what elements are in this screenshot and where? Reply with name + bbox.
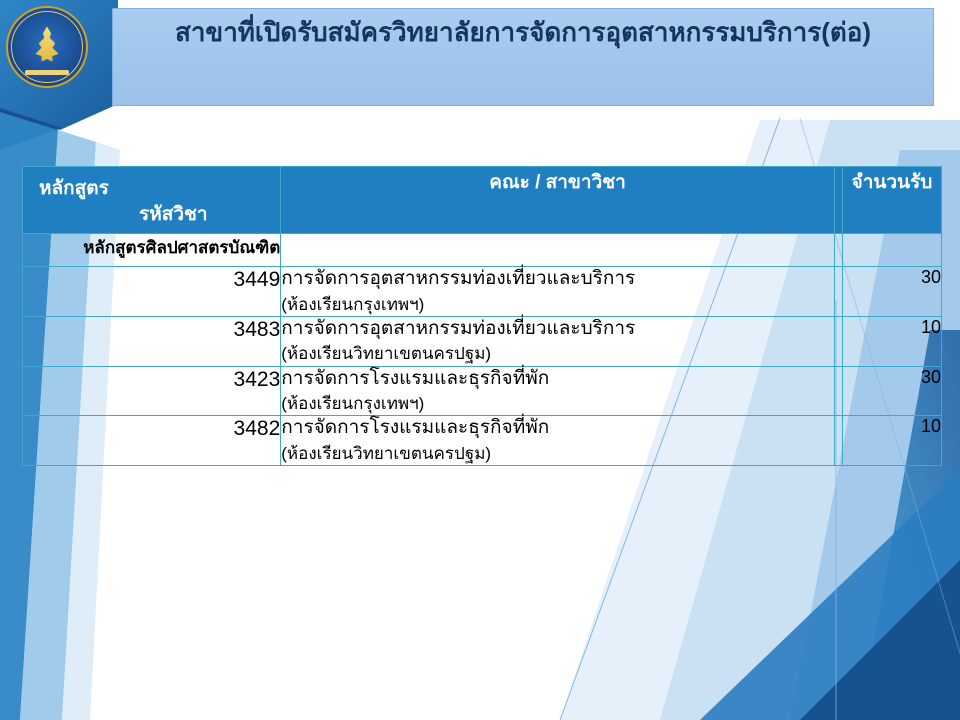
row-spacer — [834, 316, 842, 366]
row-quota: 10 — [842, 416, 941, 466]
table-header-row — [23, 167, 942, 234]
program-table — [22, 166, 942, 466]
row-quota: 30 — [842, 366, 941, 416]
section-empty-faculty — [281, 234, 835, 267]
table-header — [23, 167, 942, 234]
table-row — [23, 366, 942, 416]
section-label-degree: หลักสูตรศิลปศาสตรบัณฑิต — [23, 234, 281, 267]
row-name-main: การจัดการโรงแรมและธุรกิจที่พัก — [281, 417, 550, 439]
row-spacer — [834, 416, 842, 466]
column-header-spacer — [834, 167, 842, 234]
seal-base — [25, 70, 69, 75]
page-title: สาขาที่เปิดรับสมัครวิทยาลัยการจัดการอุตสาหกรรมบริการ(ต่อ) — [174, 17, 872, 47]
row-name-main: การจัดการอุตสาหกรรมท่องเที่ยวและบริการ — [281, 268, 636, 289]
row-code: 3482 — [23, 416, 281, 466]
row-name — [281, 267, 835, 317]
column-header-course — [23, 167, 281, 234]
table-row — [23, 267, 942, 317]
row-name-sub: (ห้องเรียนกรุงเทพฯ) — [281, 294, 425, 314]
column-header-course-line2: รหัสวิชา — [139, 204, 208, 225]
program-table-container — [22, 166, 942, 466]
university-seal-logo — [6, 6, 88, 88]
section-empty-spacer — [834, 234, 842, 267]
row-code: 3483 — [23, 316, 281, 366]
row-name — [281, 316, 835, 366]
table-row — [23, 316, 942, 366]
table-row — [23, 416, 942, 466]
table-section-row — [23, 234, 942, 267]
row-quota: 30 — [842, 267, 941, 317]
row-spacer — [834, 267, 842, 317]
row-name-sub: (ห้องเรียนวิทยาเขตนครปฐม) — [281, 444, 492, 464]
section-empty-quota — [842, 234, 941, 267]
row-name-main: การจัดการอุตสาหกรรมท่องเที่ยวและบริการ — [281, 317, 636, 339]
row-code: 3423 — [23, 366, 281, 416]
row-code: 3449 — [23, 267, 281, 317]
column-header-course-line1: หลักสูตร — [39, 178, 109, 199]
row-spacer — [834, 366, 842, 416]
row-name — [281, 366, 835, 416]
row-name — [281, 416, 835, 466]
column-header-faculty: คณะ / สาขาวิชา — [281, 167, 835, 234]
row-name-sub: (ห้องเรียนวิทยาเขตนครปฐม) — [281, 344, 492, 364]
table-body — [23, 234, 942, 466]
column-header-quota: จำนวนรับ — [842, 167, 941, 234]
row-name-sub: (ห้องเรียนกรุงเทพฯ) — [281, 394, 425, 414]
row-quota: 10 — [842, 316, 941, 366]
row-name-main: การจัดการโรงแรมและธุรกิจที่พัก — [281, 367, 550, 389]
